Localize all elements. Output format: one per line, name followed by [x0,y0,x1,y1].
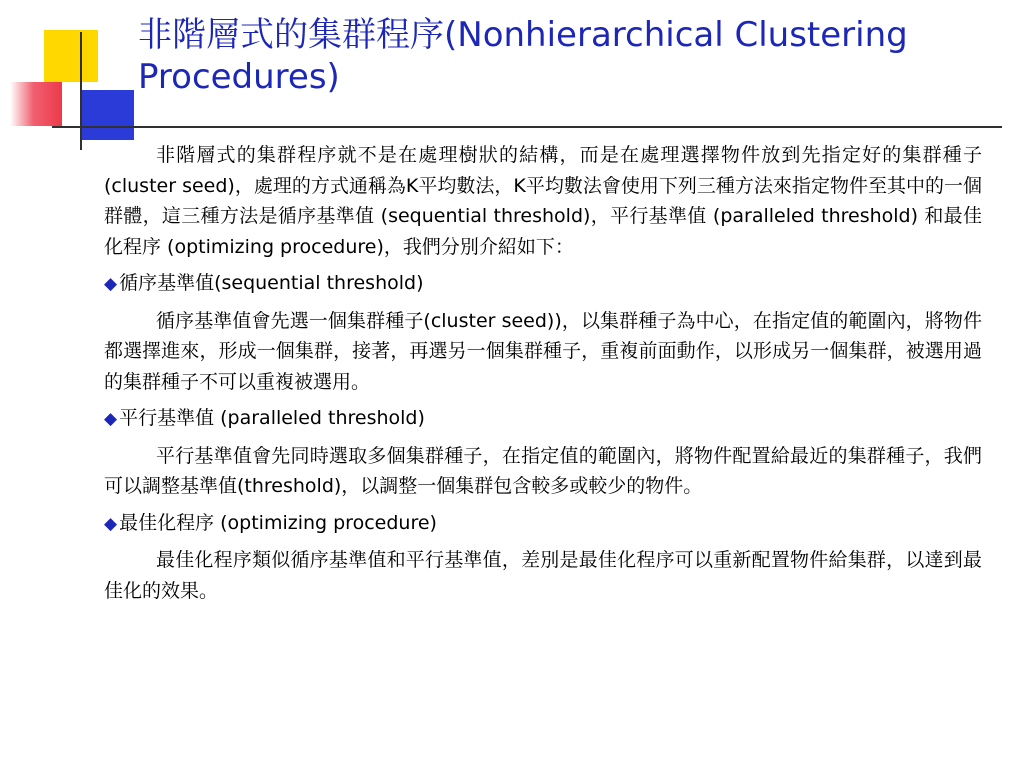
slide-body [104,140,982,612]
title-divider-line [52,126,1002,128]
section-heading-optimizing [104,508,982,540]
decorative-blue-square [82,90,134,140]
section-heading-sequential [104,268,982,300]
diamond-bullet-icon: ◆ [104,274,118,294]
section-heading-label: 平行基準值 (paralleled threshold) [119,407,425,429]
decorative-red-gradient-block [10,82,62,126]
section-body-optimizing: 最佳化程序類似循序基準值和平行基準值，差別是最佳化程序可以重新配置物件給集群，以達到最佳化的效果。 [104,549,982,602]
section-body-paralleled: 平行基準值會先同時選取多個集群種子，在指定值的範圍內，將物件配置給最近的集群種子，我們可以調整基準值(threshold)，以調整一個集群包含較多或較少的物件。 [104,444,982,497]
section-heading-paralleled [104,403,982,435]
section-heading-label: 循序基準值(sequential threshold) [119,272,424,294]
diamond-bullet-icon: ◆ [104,409,118,429]
section-heading-label: 最佳化程序 (optimizing procedure) [119,511,437,534]
decorative-yellow-square [44,30,98,82]
intro-paragraph: 非階層式的集群程序就不是在處理樹狀的結構，而是在處理選擇物件放到先指定好的集群種子(cluster seed)，處理的方式通稱為K平均數法，K平均數法會使用下列三種方法來指定物件至其中的一個群體，這三種方法是循序基準值 (sequential threshold)，平行基準值 (paralleled threshold) 和最佳化程序 (optimizing procedure)，我們分別介紹如下： [104,144,982,258]
section-body-sequential: 循序基準值會先選一個集群種子(cluster seed))，以集群種子為中心，在指定值的範圍內，將物件都選擇進來，形成一個集群，接著，再選另一個集群種子，重複前面動作，以形成另一個集群，被選用過的集群種子不可以重複被選用。 [104,309,982,393]
decorative-vertical-line [80,32,82,150]
slide-title: 非階層式的集群程序(Nonhierarchical Clustering Procedures) [138,15,908,97]
diamond-bullet-icon: ◆ [104,513,118,534]
